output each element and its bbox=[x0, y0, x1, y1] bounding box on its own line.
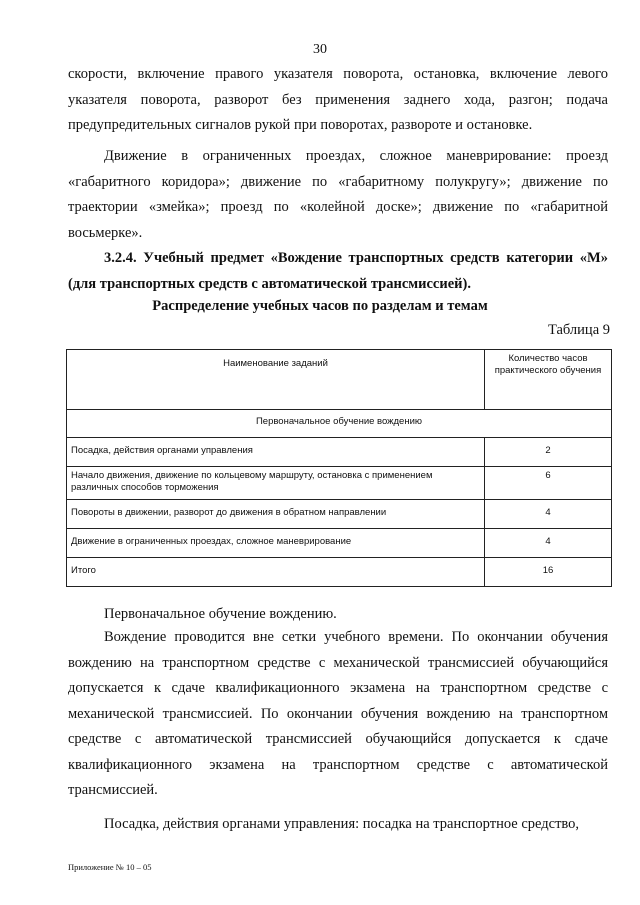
hours-cell: 6 bbox=[485, 467, 612, 500]
page-number: 30 bbox=[313, 42, 327, 57]
column-header-name: Наименование заданий bbox=[67, 350, 485, 410]
table-row bbox=[67, 529, 612, 558]
hours-cell: 4 bbox=[485, 529, 612, 558]
paragraph-driving-schedule: Вождение проводится вне сетки учебного времени. По окончании обучения вождению на транспортном средстве с механической трансмиссией обучающийся допускается к сдаче квалификационного экзамена на транспортном средстве с механической трансмиссией. По окончании обучения вождению на транспортном средстве с автоматической трансмиссией обучающийся допускается к сдаче квалификационного экзамена на транспортном средстве с автоматической трансмиссией. bbox=[68, 629, 608, 798]
task-name-cell: Движение в ограниченных проездах, сложное маневрирование bbox=[67, 529, 485, 558]
table-section-row bbox=[67, 410, 612, 438]
table-total-row bbox=[67, 558, 612, 587]
table-row bbox=[67, 467, 612, 500]
total-hours-cell: 16 bbox=[485, 558, 612, 587]
distribution-heading: Распределение учебных часов по разделам и темам bbox=[152, 298, 488, 314]
paragraph-seating: Посадка, действия органами управления: посадка на транспортное средство, bbox=[104, 816, 580, 832]
hours-cell: 2 bbox=[485, 438, 612, 467]
total-label-cell: Итого bbox=[67, 558, 485, 587]
task-name-cell: Начало движения, движение по кольцевому маршруту, остановка с применением различных способов торможения bbox=[67, 467, 485, 500]
section-heading: 3.2.4. Учебный предмет «Вождение транспортных средств категории «M» (для транспортных средств с автоматической трансмиссией). bbox=[68, 250, 608, 292]
table-row bbox=[67, 500, 612, 529]
hours-cell: 4 bbox=[485, 500, 612, 529]
paragraph-speed-maneuvers: скорости, включение правого указателя поворота, остановка, включение левого указателя поворота, разворот без применения заднего хода, разгон; подача предупредительных сигналов рукой при поворотах, развороте и остановке. bbox=[68, 66, 608, 133]
paragraph-initial-training: Первоначальное обучение вождению. bbox=[104, 606, 337, 622]
table-row bbox=[67, 438, 612, 467]
paragraph-restricted-driving: Движение в ограниченных проездах, сложное маневрирование: проезд «габаритного коридора»; движение по «габаритному полукругу»; движение по траектории «змейка»; проезд по «колейной доске»; движение по «габаритной восьмерке». bbox=[68, 148, 608, 241]
task-name-cell: Посадка, действия органами управления bbox=[67, 438, 485, 467]
task-name-cell: Повороты в движении, разворот до движения в обратном направлении bbox=[67, 500, 485, 529]
page-footer: Приложение № 10 – 05 bbox=[68, 862, 152, 872]
section-cell: Первоначальное обучение вождению bbox=[67, 410, 612, 438]
table-caption: Таблица 9 bbox=[547, 322, 610, 338]
column-header-hours: Количество часов практического обучения bbox=[485, 350, 612, 410]
hours-table bbox=[66, 349, 612, 587]
table-header-row bbox=[67, 350, 612, 410]
